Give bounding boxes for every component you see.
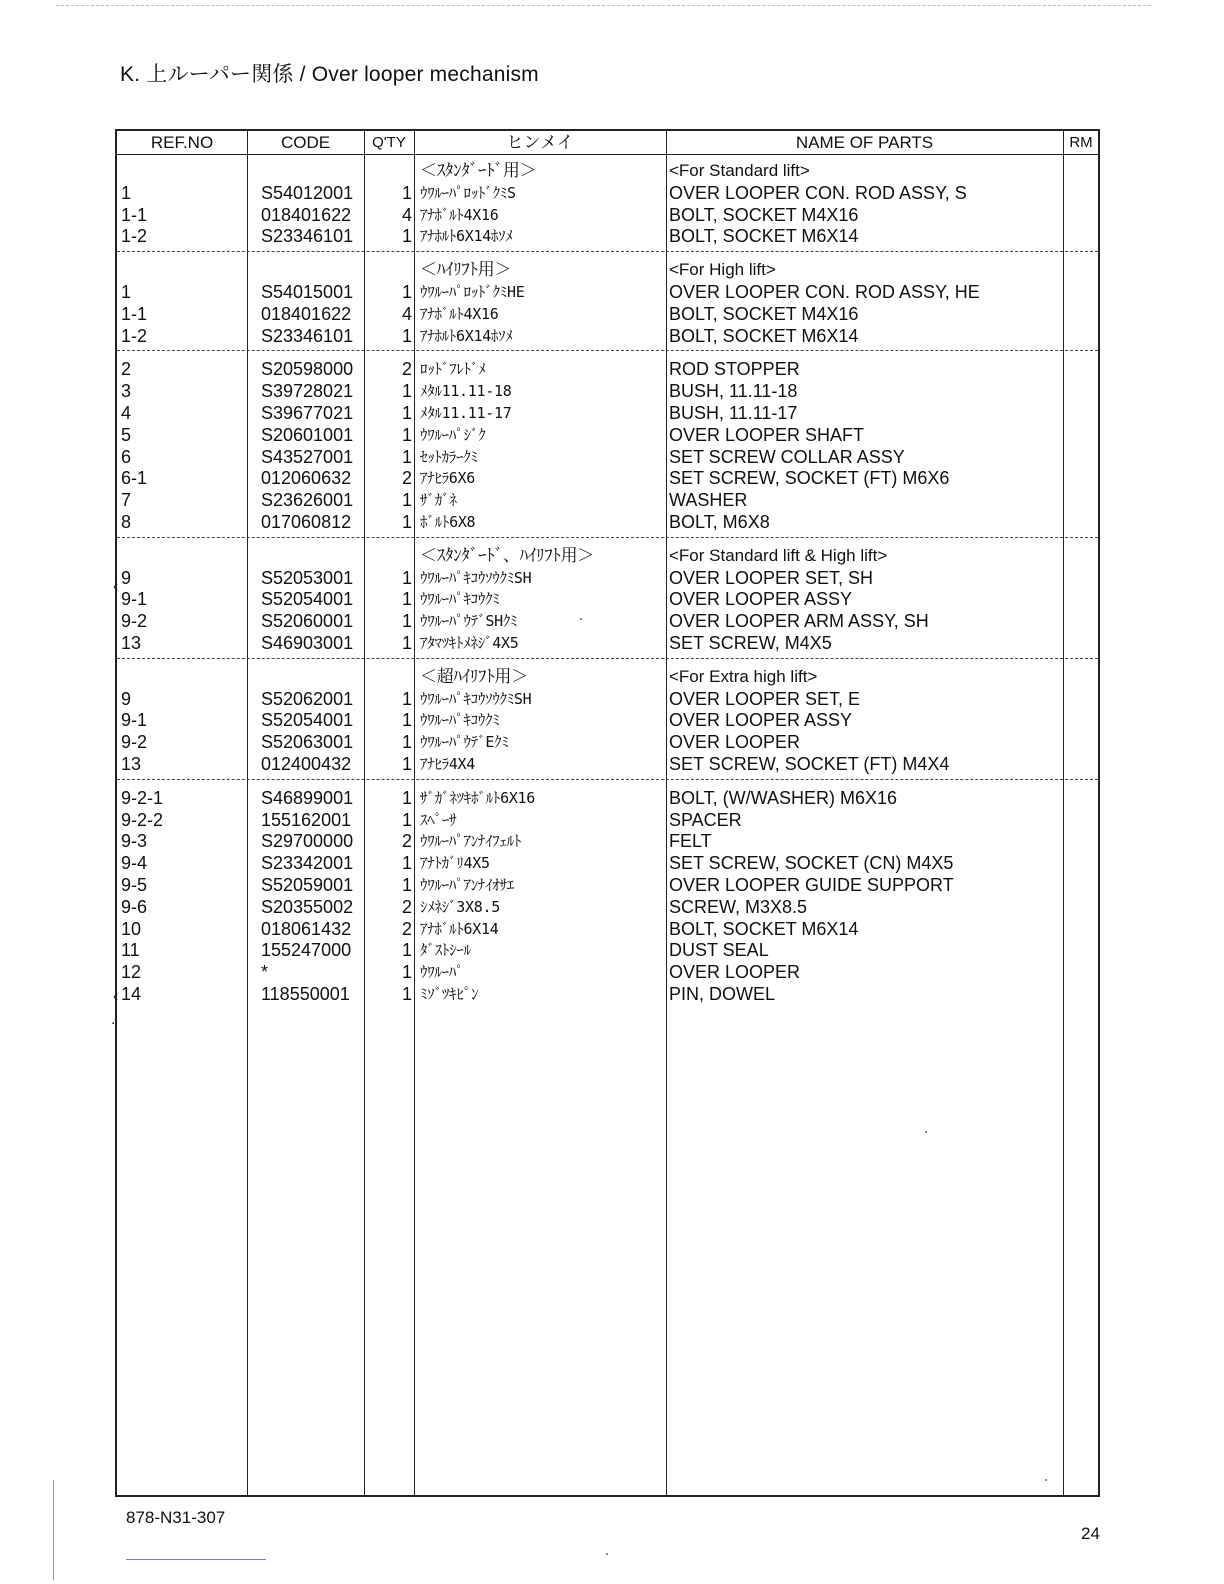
cell-kana: ｳﾜﾙｰﾊﾟｱﾝﾅｲﾌｪﾙﾄ bbox=[420, 832, 522, 851]
table-row bbox=[117, 874, 1098, 896]
table-row bbox=[117, 446, 1098, 468]
table-row bbox=[117, 961, 1098, 983]
cell-qty: 1 bbox=[401, 710, 412, 731]
page-number: 24 bbox=[1081, 1524, 1100, 1543]
cell-name: BOLT, SOCKET M4X16 bbox=[669, 204, 859, 225]
cell-name: PIN, DOWEL bbox=[669, 984, 776, 1004]
cell-name: SET SCREW, SOCKET (CN) M4X5 bbox=[669, 853, 954, 874]
cell-name: BOLT, M6X8 bbox=[669, 512, 770, 532]
cell-kana: ｼﾒﾈｼﾞ3X8.5 bbox=[420, 897, 500, 916]
cell-name: OVER LOOPER SHAFT bbox=[669, 424, 865, 445]
cell-qty: 2 bbox=[401, 468, 412, 489]
cell-kana: ｱﾅﾋﾗ6X6 bbox=[420, 469, 475, 488]
group-heading bbox=[117, 160, 1098, 182]
cell-code: 118550001 bbox=[261, 984, 350, 1004]
group-separator bbox=[117, 658, 1098, 659]
footer-rule bbox=[126, 1559, 266, 1560]
cell-code: S20598000 bbox=[261, 359, 354, 380]
cell-ref: 1-1 bbox=[121, 303, 148, 324]
cell-code: S52062001 bbox=[261, 688, 354, 709]
cell-ref: 3 bbox=[121, 381, 132, 402]
header-rule bbox=[117, 154, 1098, 155]
cell-code: 018061432 bbox=[261, 918, 352, 939]
heading-name: <For Standard lift & High lift> bbox=[669, 545, 888, 565]
cell-code: 017060812 bbox=[261, 512, 352, 532]
cell-kana: ｾｯﾄｶﾗｰｸﾐ bbox=[420, 447, 478, 466]
scan-mark: ‹ bbox=[113, 988, 119, 1005]
cell-ref: 6 bbox=[121, 446, 132, 467]
cell-code: S46903001 bbox=[261, 633, 354, 653]
cell-ref: 6-1 bbox=[121, 468, 148, 489]
cell-kana: ｱﾅﾎﾞﾙﾄ6X14 bbox=[420, 919, 499, 938]
scan-speck bbox=[580, 618, 582, 620]
cell-ref: 9-4 bbox=[121, 853, 148, 874]
cell-name: BOLT, SOCKET M6X14 bbox=[669, 226, 859, 247]
cell-qty: 1 bbox=[401, 962, 412, 983]
table-row bbox=[117, 402, 1098, 424]
cell-qty: 1 bbox=[401, 787, 412, 808]
table-row bbox=[117, 467, 1098, 489]
cell-code: S23342001 bbox=[261, 853, 354, 874]
cell-ref: 9-1 bbox=[121, 589, 148, 610]
cell-kana: ｳﾜﾙｰﾊﾟ bbox=[420, 963, 464, 982]
cell-qty: 1 bbox=[401, 688, 412, 709]
cell-qty: 1 bbox=[401, 809, 412, 830]
cell-name: BOLT, SOCKET M6X14 bbox=[669, 918, 859, 939]
cell-qty: 1 bbox=[401, 282, 412, 302]
table-row bbox=[117, 983, 1098, 1005]
cell-ref: 9 bbox=[121, 688, 132, 709]
group-heading bbox=[117, 545, 1098, 567]
header-ref: REF.NO bbox=[150, 133, 214, 152]
table-row bbox=[117, 588, 1098, 610]
cell-code: S23346101 bbox=[261, 226, 354, 247]
heading-kana: ＜ｽﾀﾝﾀﾞｰﾄﾞ、ﾊｲﾘﾌﾄ用＞ bbox=[420, 545, 594, 566]
cell-kana: ｻﾞｶﾞﾈﾂｷﾎﾞﾙﾄ6X16 bbox=[420, 788, 536, 807]
cell-ref: 2 bbox=[121, 359, 132, 380]
cell-qty: 2 bbox=[401, 831, 412, 852]
cell-kana: ｳﾜﾙｰﾊﾟｷｺｳｿｳｸﾐSH bbox=[420, 568, 532, 587]
cell-qty: 1 bbox=[401, 589, 412, 610]
group-separator bbox=[117, 350, 1098, 351]
cell-name: BOLT, (W/WASHER) M6X16 bbox=[669, 787, 898, 808]
cell-ref: 9-2-2 bbox=[121, 809, 164, 830]
table-row bbox=[117, 567, 1098, 589]
scan-speck bbox=[925, 1131, 927, 1133]
cell-ref: 13 bbox=[121, 754, 142, 774]
table-row bbox=[117, 325, 1098, 347]
cell-code: S52053001 bbox=[261, 567, 354, 588]
cell-name: OVER LOOPER ASSY bbox=[669, 710, 853, 731]
cell-ref: 9 bbox=[121, 567, 132, 588]
heading-kana: ＜ﾊｲﾘﾌﾄ用＞ bbox=[420, 260, 512, 281]
group-heading bbox=[117, 666, 1098, 688]
header-code: CODE bbox=[280, 133, 331, 152]
cell-qty: 1 bbox=[401, 381, 412, 402]
cell-name: OVER LOOPER CON. ROD ASSY, HE bbox=[669, 282, 980, 302]
cell-kana: ｳﾜﾙｰﾊﾟｷｺｳｿｳｸﾐSH bbox=[420, 689, 532, 708]
parts-table bbox=[115, 129, 1100, 1497]
cell-ref: 1-2 bbox=[121, 226, 148, 247]
cell-kana: ｳﾜﾙｰﾊﾟｷｺｳｸﾐ bbox=[420, 711, 500, 730]
cell-kana: ｱﾅﾄｶﾞﾘ4X5 bbox=[420, 854, 490, 873]
cell-kana: ｳﾜﾙｰﾊﾟｳﾃﾞEｸﾐ bbox=[420, 733, 509, 752]
cell-kana: ｱﾅﾎﾙﾄ6X14ﾎｿﾒ bbox=[420, 326, 513, 345]
cell-qty: 1 bbox=[401, 403, 412, 423]
cell-kana: ｱﾅﾎﾙﾄ6X14ﾎｿﾒ bbox=[420, 227, 513, 246]
cell-ref: 1-1 bbox=[121, 204, 148, 225]
cell-qty: 1 bbox=[401, 490, 412, 511]
cell-ref: 14 bbox=[121, 984, 142, 1004]
cell-ref: 8 bbox=[121, 512, 132, 532]
header-kana: ヒンメイ bbox=[506, 133, 574, 152]
header-rm: RM bbox=[1069, 134, 1093, 151]
cell-ref: 9-2-1 bbox=[121, 787, 164, 808]
cell-kana: ｳﾜﾙｰﾊﾟｷｺｳｸﾐ bbox=[420, 590, 500, 609]
cell-qty: 1 bbox=[401, 512, 412, 532]
cell-code: S54015001 bbox=[261, 282, 354, 302]
cell-ref: 11 bbox=[121, 940, 140, 961]
table-row bbox=[117, 830, 1098, 852]
cell-name: BUSH, 11.11-18 bbox=[669, 381, 798, 402]
cell-qty: 2 bbox=[401, 896, 412, 917]
left-scan-rule bbox=[53, 1480, 54, 1580]
table-row bbox=[117, 939, 1098, 961]
table-row bbox=[117, 511, 1098, 533]
table-row bbox=[117, 358, 1098, 380]
cell-qty: 1 bbox=[401, 611, 412, 632]
table-row bbox=[117, 225, 1098, 247]
cell-name: ROD STOPPER bbox=[669, 359, 800, 380]
cell-kana: ｳﾜﾙｰﾊﾟﾛｯﾄﾞｸﾐS bbox=[420, 183, 516, 202]
scan-speck bbox=[606, 1553, 608, 1555]
cell-ref: 1-2 bbox=[121, 325, 148, 346]
group-separator bbox=[117, 779, 1098, 780]
cell-name: BOLT, SOCKET M6X14 bbox=[669, 325, 859, 346]
cell-qty: 1 bbox=[401, 325, 412, 346]
cell-code: S43527001 bbox=[261, 446, 354, 467]
cell-qty: 1 bbox=[401, 875, 412, 895]
cell-name: DUST SEAL bbox=[669, 940, 769, 961]
cell-qty: 1 bbox=[401, 940, 412, 961]
cell-ref: 4 bbox=[121, 403, 132, 423]
cell-qty: 4 bbox=[401, 303, 412, 324]
cell-code: S52054001 bbox=[261, 710, 354, 731]
scan-mark: ‹ bbox=[113, 578, 119, 595]
cell-name: SPACER bbox=[669, 809, 742, 830]
cell-kana: ｳﾜﾙｰﾊﾟｳﾃﾞSHｸﾐ bbox=[420, 612, 518, 631]
cell-qty: 2 bbox=[401, 359, 412, 380]
cell-name: OVER LOOPER bbox=[669, 732, 801, 753]
table-row bbox=[117, 380, 1098, 402]
table-row bbox=[117, 918, 1098, 940]
cell-code: S23626001 bbox=[261, 490, 354, 511]
table-row bbox=[117, 809, 1098, 831]
cell-name: OVER LOOPER CON. ROD ASSY, S bbox=[669, 182, 967, 203]
table-row bbox=[117, 182, 1098, 204]
table-row bbox=[117, 688, 1098, 710]
cell-ref: 9-1 bbox=[121, 710, 148, 731]
cell-code: S46899001 bbox=[261, 787, 354, 808]
cell-kana: ｳﾜﾙｰﾊﾟﾛｯﾄﾞｸﾐHE bbox=[420, 283, 525, 301]
heading-kana: ＜超ﾊｲﾘﾌﾄ用＞ bbox=[420, 666, 528, 687]
cell-kana: ﾒﾀﾙ11.11-18 bbox=[420, 382, 512, 401]
cell-qty: 1 bbox=[401, 633, 412, 653]
cell-name: BUSH, 11.11-17 bbox=[669, 403, 798, 423]
cell-name: OVER LOOPER GUIDE SUPPORT bbox=[669, 875, 954, 895]
cell-qty: 1 bbox=[401, 567, 412, 588]
cell-name: SET SCREW, SOCKET (FT) M6X6 bbox=[669, 468, 950, 489]
cell-name: OVER LOOPER SET, SH bbox=[669, 567, 874, 588]
cell-code: 155162001 bbox=[261, 809, 352, 830]
cell-qty: 1 bbox=[401, 853, 412, 874]
table-row bbox=[117, 424, 1098, 446]
table-row bbox=[117, 489, 1098, 511]
cell-code: S20601001 bbox=[261, 424, 354, 445]
table-row bbox=[117, 709, 1098, 731]
scan-speck bbox=[1045, 1479, 1047, 1481]
group-separator bbox=[117, 537, 1098, 538]
cell-code: S23346101 bbox=[261, 325, 354, 346]
cell-code: S52059001 bbox=[261, 875, 354, 895]
cell-qty: 2 bbox=[401, 918, 412, 939]
cell-name: FELT bbox=[669, 831, 712, 852]
table-row bbox=[117, 896, 1098, 918]
cell-ref: 9-6 bbox=[121, 896, 148, 917]
cell-code: S54012001 bbox=[261, 182, 354, 203]
header-qty: Q'TY bbox=[372, 134, 406, 151]
cell-name: SET SCREW COLLAR ASSY bbox=[669, 446, 905, 467]
cell-ref: 5 bbox=[121, 424, 132, 445]
cell-name: OVER LOOPER bbox=[669, 962, 801, 983]
cell-name: BOLT, SOCKET M4X16 bbox=[669, 303, 859, 324]
cell-ref: 9-5 bbox=[121, 875, 148, 895]
cell-kana: ｻﾞｶﾞﾈ bbox=[420, 491, 457, 510]
table-row bbox=[117, 731, 1098, 753]
table-row bbox=[117, 753, 1098, 775]
cell-kana: ﾐｿﾞﾂｷﾋﾟﾝ bbox=[420, 985, 479, 1003]
cell-code: S20355002 bbox=[261, 896, 354, 917]
cell-name: OVER LOOPER ASSY bbox=[669, 589, 853, 610]
cell-kana: ｽﾍﾟｰｻ bbox=[420, 810, 457, 829]
cell-qty: 1 bbox=[401, 732, 412, 753]
document-code: 878-N31-307 bbox=[126, 1508, 226, 1527]
heading-kana: ＜ｽﾀﾝﾀﾞｰﾄﾞ用＞ bbox=[420, 161, 537, 181]
cell-kana: ｱﾅﾋﾗ4X4 bbox=[420, 755, 475, 773]
cell-code: 018401622 bbox=[261, 303, 352, 324]
cell-qty: 1 bbox=[401, 754, 412, 774]
cell-kana: ﾎﾞﾙﾄ6X8 bbox=[420, 513, 476, 531]
cell-code: 155247000 bbox=[261, 940, 352, 961]
group-separator bbox=[117, 251, 1098, 252]
cell-code: S29700000 bbox=[261, 831, 354, 852]
cell-code: S52054001 bbox=[261, 589, 354, 610]
cell-kana: ｱﾅﾎﾞﾙﾄ4X16 bbox=[420, 304, 499, 323]
cell-code: S39677021 bbox=[261, 403, 354, 423]
cell-code: S52063001 bbox=[261, 732, 354, 753]
heading-name: <For Standard lift> bbox=[669, 161, 810, 180]
cell-qty: 1 bbox=[401, 226, 412, 247]
cell-code: S39728021 bbox=[261, 381, 354, 402]
top-scan-rule bbox=[56, 5, 1151, 6]
heading-name: <For High lift> bbox=[669, 260, 776, 280]
cell-kana: ｱﾀﾏﾂｷﾄﾒﾈｼﾞ4X5 bbox=[420, 634, 519, 652]
cell-ref: 9-2 bbox=[121, 611, 148, 632]
cell-name: SET SCREW, SOCKET (FT) M4X4 bbox=[669, 754, 950, 774]
cell-kana: ｳﾜﾙｰﾊﾟｼﾞｸ bbox=[420, 425, 486, 444]
cell-code: 012060632 bbox=[261, 468, 352, 489]
cell-kana: ﾀﾞｽﾄｼｰﾙ bbox=[420, 941, 471, 960]
cell-kana: ﾒﾀﾙ11.11-17 bbox=[420, 404, 512, 422]
cell-ref: 13 bbox=[121, 633, 142, 653]
cell-name: SCREW, M3X8.5 bbox=[669, 896, 808, 917]
cell-code: 012400432 bbox=[261, 754, 352, 774]
cell-ref: 10 bbox=[121, 918, 142, 939]
page-title: K. 上ルーパー関係 / Over looper mechanism bbox=[120, 63, 539, 86]
table-row bbox=[117, 281, 1098, 303]
cell-kana: ｳﾜﾙｰﾊﾟｱﾝﾅｲｵｻｴ bbox=[420, 876, 514, 894]
table-row bbox=[117, 787, 1098, 809]
table-row bbox=[117, 852, 1098, 874]
cell-ref: 12 bbox=[121, 962, 142, 983]
group-heading bbox=[117, 259, 1098, 281]
heading-name: <For Extra high lift> bbox=[669, 666, 818, 686]
cell-code: * bbox=[261, 962, 269, 983]
cell-name: OVER LOOPER ARM ASSY, SH bbox=[669, 611, 929, 632]
cell-kana: ﾛｯﾄﾞﾌﾚﾄﾞﾒ bbox=[420, 360, 486, 379]
cell-ref: 1 bbox=[121, 282, 132, 302]
cell-qty: 1 bbox=[401, 182, 412, 203]
cell-code: 018401622 bbox=[261, 204, 352, 225]
table-row bbox=[117, 204, 1098, 226]
table-row bbox=[117, 610, 1098, 632]
cell-ref: 9-2 bbox=[121, 732, 148, 753]
cell-qty: 1 bbox=[401, 424, 412, 445]
cell-kana: ｱﾅﾎﾞﾙﾄ4X16 bbox=[420, 205, 499, 224]
cell-ref: 1 bbox=[121, 182, 132, 203]
cell-qty: 4 bbox=[401, 204, 412, 225]
table-row bbox=[117, 632, 1098, 654]
cell-name: WASHER bbox=[669, 490, 748, 511]
cell-qty: 1 bbox=[401, 446, 412, 467]
cell-code: S52060001 bbox=[261, 611, 354, 632]
table-row bbox=[117, 303, 1098, 325]
cell-ref: 9-3 bbox=[121, 831, 148, 852]
cell-name: OVER LOOPER SET, E bbox=[669, 688, 861, 709]
cell-name: SET SCREW, M4X5 bbox=[669, 633, 832, 653]
header-name: NAME OF PARTS bbox=[795, 133, 934, 152]
cell-ref: 7 bbox=[121, 490, 132, 511]
cell-qty: 1 bbox=[401, 984, 412, 1004]
scan-mark: . bbox=[111, 1011, 116, 1028]
